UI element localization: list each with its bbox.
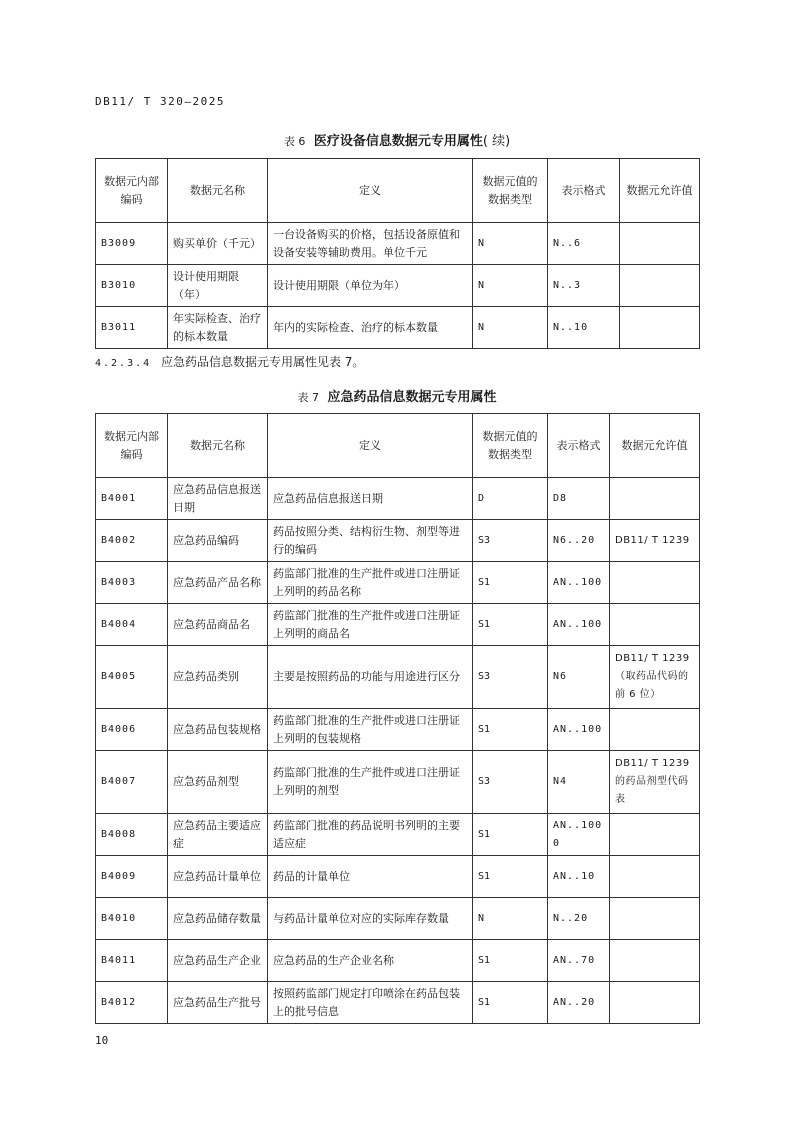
cell-code: B4011 [96,940,168,982]
cell-allowed: DB11/ T 1239 [610,520,700,562]
cell-code: B4003 [96,562,168,604]
cell-definition: 应急药品的生产企业名称 [268,940,473,982]
table7-col-header: 数据元名称 [168,414,268,478]
cell-allowed [620,265,700,307]
cell-code: B4007 [96,751,168,814]
cell-code: B4009 [96,856,168,898]
table6-col-header: 数据元允许值 [620,159,700,223]
cell-definition: 药监部门批准的生产批件或进口注册证上列明的药品名称 [268,562,473,604]
cell-type: S1 [473,604,548,646]
cell-format: AN..100 [548,604,610,646]
table7-col-header: 定义 [268,414,473,478]
table-row [96,562,700,604]
cell-name: 应急药品商品名 [168,604,268,646]
cell-code: B4002 [96,520,168,562]
table6-title-text: 医疗设备信息数据元专用属性 [313,134,483,149]
table6-number: 表 6 [283,135,306,148]
cell-type: S3 [473,520,548,562]
cell-format: D8 [548,478,610,520]
cell-code: B4005 [96,646,168,709]
cell-name: 应急药品类别 [168,646,268,709]
cell-type: D [473,478,548,520]
cell-name: 应急药品主要适应症 [168,814,268,856]
table-row [96,982,700,1024]
table6 [95,158,700,349]
cell-allowed: DB11/ T 1239 的药品剂型代码表 [610,751,700,814]
cell-type: S1 [473,940,548,982]
table-row [96,520,700,562]
cell-type: S1 [473,814,548,856]
cell-type: S1 [473,982,548,1024]
cell-definition: 药品按照分类、结构衍生物、剂型等进行的编码 [268,520,473,562]
cell-allowed [610,982,700,1024]
table6-col-header: 数据元名称 [168,159,268,223]
cell-format: N..6 [548,223,620,265]
cell-allowed [610,604,700,646]
cell-type: N [473,223,548,265]
table6-col-header: 数据元值的数据类型 [473,159,548,223]
cell-type: S1 [473,562,548,604]
cell-code: B3009 [96,223,168,265]
table7-col-header: 数据元内部编码 [96,414,168,478]
cell-type: S1 [473,709,548,751]
cell-definition: 药监部门批准的生产批件或进口注册证上列明的剂型 [268,751,473,814]
table7-col-header: 表示格式 [548,414,610,478]
cell-code: B3010 [96,265,168,307]
table-row [96,265,700,307]
clause-text: 应急药品信息数据元专用属性见表 7。 [160,355,365,369]
cell-code: B4006 [96,709,168,751]
cell-format: N..3 [548,265,620,307]
cell-definition: 药监部门批准的生产批件或进口注册证上列明的商品名 [268,604,473,646]
cell-name: 应急药品计量单位 [168,856,268,898]
document-id-header: DB11/ T 320—2025 [95,95,225,108]
cell-definition: 年内的实际检查、治疗的标本数量 [268,307,473,349]
cell-format: N4 [548,751,610,814]
cell-definition: 主要是按照药品的功能与用途进行区分 [268,646,473,709]
cell-allowed [610,856,700,898]
cell-definition: 按照药监部门规定打印喷涂在药品包装上的批号信息 [268,982,473,1024]
cell-format: AN..20 [548,982,610,1024]
cell-definition: 应急药品信息报送日期 [268,478,473,520]
cell-format: N6..20 [548,520,610,562]
cell-name: 应急药品编码 [168,520,268,562]
cell-format: AN..10 [548,856,610,898]
cell-name: 应急药品产品名称 [168,562,268,604]
table-row [96,856,700,898]
table-row [96,604,700,646]
cell-code: B4012 [96,982,168,1024]
cell-name: 购买单价（千元） [168,223,268,265]
table6-header-row [96,159,700,223]
table-row [96,478,700,520]
cell-name: 应急药品剂型 [168,751,268,814]
table6-title-suffix: ( 续) [482,134,511,149]
table6-col-header: 定义 [268,159,473,223]
table7-title [95,386,699,405]
table7-col-header: 数据元值的数据类型 [473,414,548,478]
cell-allowed [610,478,700,520]
cell-name: 设计使用期限（年） [168,265,268,307]
cell-allowed: DB11/ T 1239（取药品代码的前 6 位） [610,646,700,709]
table6-col-header: 数据元内部编码 [96,159,168,223]
cell-name: 年实际检查、治疗的标本数量 [168,307,268,349]
cell-definition: 药监部门批准的生产批件或进口注册证上列明的包装规格 [268,709,473,751]
table-row [96,751,700,814]
table7-header-row [96,414,700,478]
cell-type: N [473,265,548,307]
cell-code: B3011 [96,307,168,349]
table7-col-header: 数据元允许值 [610,414,700,478]
cell-name: 应急药品信息报送日期 [168,478,268,520]
table-row [96,646,700,709]
clause-number: 4.2.3.4 [95,358,152,369]
cell-format: AN..100 [548,709,610,751]
cell-format: AN..70 [548,940,610,982]
cell-code: B4010 [96,898,168,940]
table7-title-text: 应急药品信息数据元专用属性 [327,390,497,405]
cell-allowed [620,223,700,265]
table6-col-header: 表示格式 [548,159,620,223]
table-row [96,307,700,349]
cell-allowed [610,709,700,751]
cell-allowed [610,898,700,940]
cell-name: 应急药品生产企业 [168,940,268,982]
cell-format: N..20 [548,898,610,940]
cell-name: 应急药品包装规格 [168,709,268,751]
table-row [96,940,700,982]
cell-type: S3 [473,751,548,814]
table7-number: 表 7 [297,391,319,404]
cell-definition: 设计使用期限（单位为年） [268,265,473,307]
cell-allowed [610,940,700,982]
cell-allowed [610,562,700,604]
cell-allowed [610,814,700,856]
cell-type: S3 [473,646,548,709]
cell-type: N [473,307,548,349]
cell-name: 应急药品生产批号 [168,982,268,1024]
cell-code: B4008 [96,814,168,856]
cell-definition: 药监部门批准的药品说明书列明的主要适应症 [268,814,473,856]
cell-format: AN..100 [548,562,610,604]
table6-title [95,130,699,149]
cell-format: AN..1000 [548,814,610,856]
table-row [96,223,700,265]
page-number: 10 [95,1034,109,1047]
cell-definition: 一台设备购买的价格，包括设备原值和设备安装等辅助费用。单位千元 [268,223,473,265]
cell-code: B4001 [96,478,168,520]
table-row [96,709,700,751]
cell-allowed [620,307,700,349]
cell-type: N [473,898,548,940]
cell-code: B4004 [96,604,168,646]
table7 [95,413,700,1024]
cell-definition: 药品的计量单位 [268,856,473,898]
cell-format: N..10 [548,307,620,349]
clause-4-2-3-4 [95,353,364,370]
cell-name: 应急药品储存数量 [168,898,268,940]
cell-definition: 与药品计量单位对应的实际库存数量 [268,898,473,940]
table-row [96,814,700,856]
cell-type: S1 [473,856,548,898]
cell-format: N6 [548,646,610,709]
table-row [96,898,700,940]
